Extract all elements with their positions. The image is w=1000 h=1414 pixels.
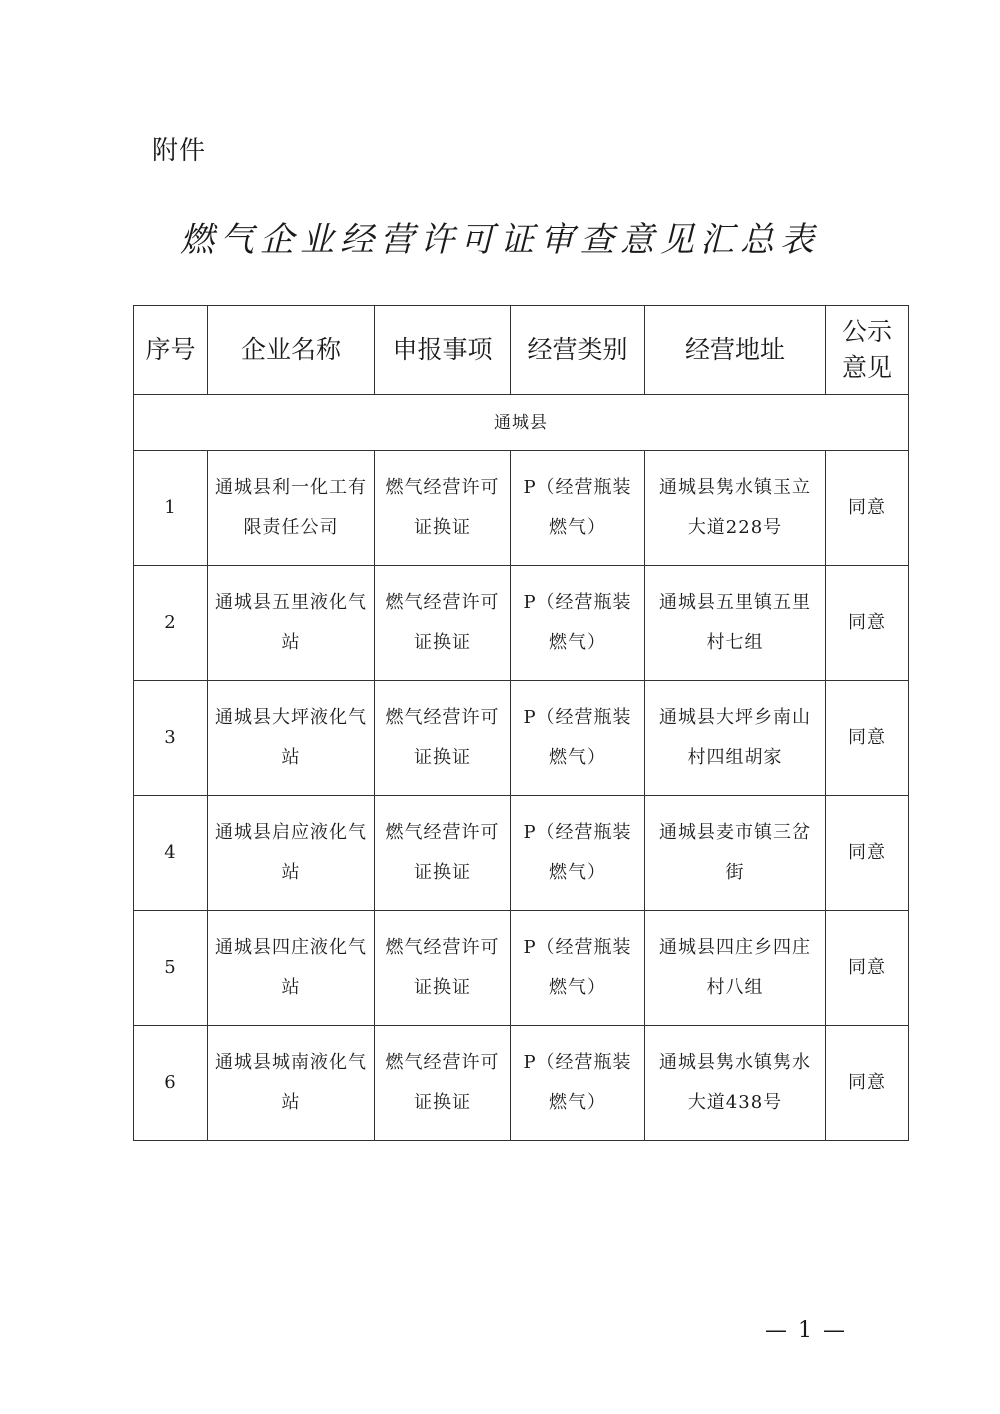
cell-opinion: 同意 [826,451,909,566]
cell-address: 通城县四庄乡四庄村八组 [645,911,826,1026]
table-row [134,451,909,566]
cell-opinion: 同意 [826,1026,909,1141]
cell-address: 通城县隽水镇玉立大道228号 [645,451,826,566]
region-cell: 通城县 [134,395,909,451]
cell-company: 通城县四庄液化气站 [208,911,375,1026]
header-company: 企业名称 [208,306,375,395]
cell-company: 通城县启应液化气站 [208,796,375,911]
cell-address: 通城县大坪乡南山村四组胡家 [645,681,826,796]
cell-company: 通城县五里液化气站 [208,566,375,681]
header-opinion: 公示意见 [826,306,909,395]
cell-no: 1 [134,451,208,566]
cell-category: P（经营瓶装燃气） [511,451,645,566]
cell-no: 6 [134,1026,208,1141]
cell-opinion: 同意 [826,566,909,681]
header-no: 序号 [134,306,208,395]
header-row [134,306,909,395]
cell-opinion: 同意 [826,681,909,796]
header-address: 经营地址 [645,306,826,395]
cell-category: P（经营瓶装燃气） [511,1026,645,1141]
cell-address: 通城县隽水镇隽水大道438号 [645,1026,826,1141]
cell-item: 燃气经营许可证换证 [375,681,511,796]
cell-item: 燃气经营许可证换证 [375,566,511,681]
cell-opinion: 同意 [826,911,909,1026]
cell-category: P（经营瓶装燃气） [511,796,645,911]
cell-no: 4 [134,796,208,911]
cell-item: 燃气经营许可证换证 [375,911,511,1026]
cell-company: 通城县城南液化气站 [208,1026,375,1141]
region-row [134,395,909,451]
cell-address: 通城县五里镇五里村七组 [645,566,826,681]
cell-category: P（经营瓶装燃气） [511,566,645,681]
cell-company: 通城县大坪液化气站 [208,681,375,796]
summary-table [133,305,909,1141]
cell-no: 5 [134,911,208,1026]
table-row [134,1026,909,1141]
table-row [134,796,909,911]
table-row [134,566,909,681]
cell-category: P（经营瓶装燃气） [511,681,645,796]
cell-no: 2 [134,566,208,681]
cell-no: 3 [134,681,208,796]
table-row [134,681,909,796]
cell-category: P（经营瓶装燃气） [511,911,645,1026]
cell-company: 通城县利一化工有限责任公司 [208,451,375,566]
header-category: 经营类别 [511,306,645,395]
header-item: 申报事项 [375,306,511,395]
cell-item: 燃气经营许可证换证 [375,451,511,566]
cell-item: 燃气经营许可证换证 [375,1026,511,1141]
cell-item: 燃气经营许可证换证 [375,796,511,911]
document-title: 燃气企业经营许可证审查意见汇总表 [180,220,820,260]
cell-address: 通城县麦市镇三岔街 [645,796,826,911]
page-number: — 1 — [765,1318,847,1343]
attachment-label: 附件 [152,136,207,166]
table-row [134,911,909,1026]
cell-opinion: 同意 [826,796,909,911]
